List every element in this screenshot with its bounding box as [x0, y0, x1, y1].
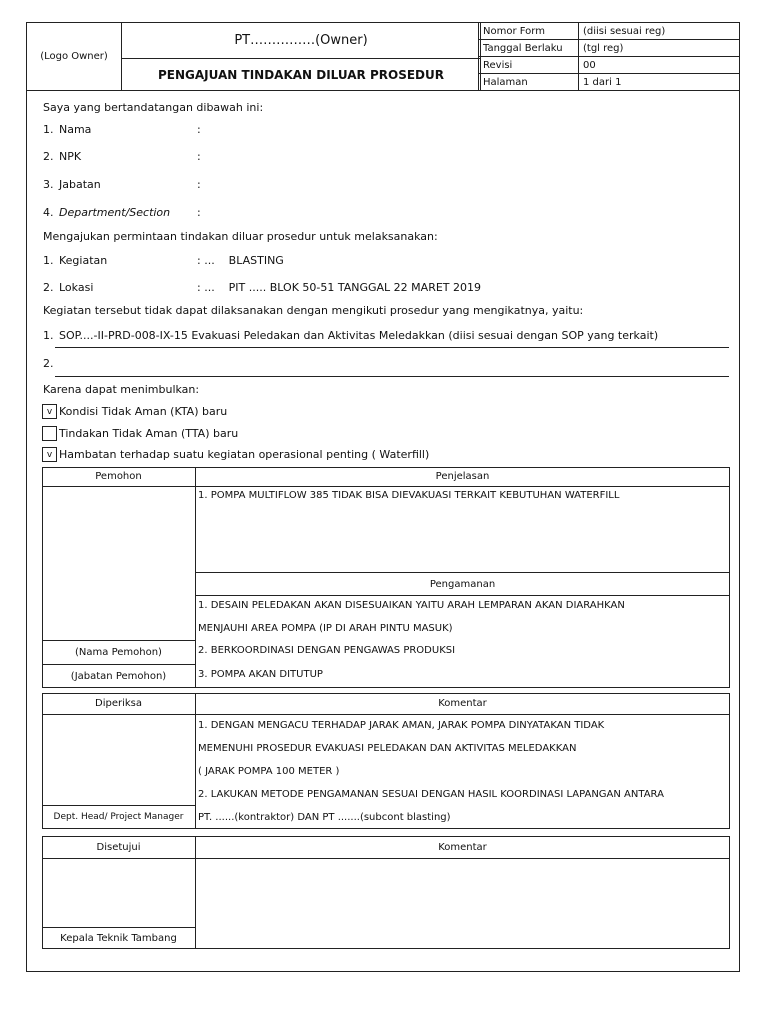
pengamanan-line: 3. POMPA AKAN DITUTUP	[198, 669, 323, 680]
komentar-head: Komentar	[438, 841, 487, 853]
komentar-line: 2. LAKUKAN METODE PENGAMANAN SESUAI DENGAN HASIL KOORDINASI LAPANGAN ANTARA	[198, 789, 664, 800]
procedure-num: 1.	[43, 329, 54, 342]
field-colon: :	[197, 150, 201, 163]
meta-value: (diisi sesuai reg)	[578, 22, 740, 40]
pemohon-head: Pemohon	[95, 471, 142, 482]
field-num: 3.	[43, 178, 54, 191]
meta-label: Tanggal Berlaku	[478, 39, 579, 57]
request-value-lokasi: : ... PIT ..... BLOK 50-51 TANGGAL 22 MARET 2019	[197, 281, 481, 294]
form-title: PENGAJUAN TINDAKAN DILUAR PROSEDUR	[121, 58, 481, 91]
request-label-lokasi: Lokasi	[59, 281, 94, 294]
pengamanan-line: 1. DESAIN PELEDAKAN AKAN DISESUAIKAN YAITU ARAH LEMPARAN AKAN DIARAHKAN	[198, 600, 625, 611]
cause-label: Kondisi Tidak Aman (KTA) baru	[59, 405, 228, 418]
disetujui-signer: Kepala Teknik Tambang	[60, 932, 177, 944]
cause-intro: Karena dapat menimbulkan:	[43, 383, 200, 396]
meta-value: 00	[578, 56, 740, 74]
divider	[55, 347, 729, 348]
request-value-kegiatan: : ... BLASTING	[197, 254, 284, 267]
procedure-num: 2.	[43, 357, 54, 370]
field-num: 2.	[43, 150, 54, 163]
field-label-npk: NPK	[59, 150, 82, 163]
cause-label: Tindakan Tidak Aman (TTA) baru	[59, 427, 239, 440]
diperiksa-signer: Dept. Head/ Project Manager	[53, 812, 184, 822]
cause-checkbox-hambatan[interactable]: v	[42, 447, 57, 462]
komentar-line: MEMENUHI PROSEDUR EVAKUASI PELEDAKAN DAN AKTIVITAS MELEDAKKAN	[198, 743, 577, 754]
nama-pemohon: (Nama Pemohon)	[75, 647, 162, 658]
logo-owner: (Logo Owner)	[26, 22, 122, 91]
procedure-text: SOP....-II-PRD-008-IX-15 Evakuasi Peledakan dan Aktivitas Meledakkan (diisi sesuai dengan SOP yang terkait)	[59, 329, 659, 342]
cause-label: Hambatan terhadap suatu kegiatan operasional penting ( Waterfill)	[59, 448, 430, 461]
field-colon: :	[197, 206, 201, 219]
company-name: PT……………(Owner)	[121, 22, 481, 59]
jabatan-pemohon: (Jabatan Pemohon)	[70, 670, 167, 682]
form-header	[26, 22, 740, 91]
request-intro: Mengajukan permintaan tindakan diluar prosedur untuk melaksanakan:	[43, 230, 438, 243]
meta-label: Revisi	[478, 56, 579, 74]
meta-value: (tgl reg)	[578, 39, 740, 57]
meta-label: Halaman	[478, 73, 579, 91]
field-num: 1.	[43, 123, 54, 136]
field-label-department: Department/Section	[59, 206, 171, 219]
row-divider	[195, 595, 730, 596]
komentar-head: Komentar	[438, 698, 487, 709]
intro-text: Saya yang bertandatangan dibawah ini:	[43, 101, 264, 114]
disetujui-head: Disetujui	[96, 841, 141, 853]
penjelasan-text: 1. POMPA MULTIFLOW 385 TIDAK BISA DIEVAKUASI TERKAIT KEBUTUHAN WATERFILL	[198, 490, 620, 501]
pengamanan-head: Pengamanan	[429, 578, 496, 590]
diperiksa-head: Diperiksa	[95, 698, 142, 709]
cause-checkbox-kta[interactable]: v	[42, 404, 57, 419]
row-divider	[42, 858, 730, 859]
field-label-nama: Nama	[59, 123, 92, 136]
request-num: 2.	[43, 281, 54, 294]
komentar-line: PT. ......(kontraktor) DAN PT .......(subcont blasting)	[198, 812, 451, 823]
request-label-kegiatan: Kegiatan	[59, 254, 108, 267]
request-num: 1.	[43, 254, 54, 267]
field-label-jabatan: Jabatan	[59, 178, 101, 191]
field-colon: :	[197, 178, 201, 191]
penjelasan-head: Penjelasan	[435, 471, 490, 482]
field-num: 4.	[43, 206, 54, 219]
komentar-line: ( JARAK POMPA 100 METER )	[198, 766, 340, 777]
procedure-intro: Kegiatan tersebut tidak dapat dilaksanakan dengan mengikuti prosedur yang mengikatnya, yaitu:	[43, 304, 584, 317]
meta-label: Nomor Form	[478, 22, 579, 40]
divider	[55, 376, 729, 377]
cause-checkbox-tta[interactable]	[42, 426, 57, 441]
row-divider	[42, 486, 730, 487]
pengamanan-line: 2. BERKOORDINASI DENGAN PENGAWAS PRODUKSI	[198, 645, 456, 656]
field-colon: :	[197, 123, 201, 136]
meta-value: 1 dari 1	[578, 73, 740, 91]
row-divider	[42, 714, 730, 715]
komentar-line: 1. DENGAN MENGACU TERHADAP JARAK AMAN, JARAK POMPA DINYATAKAN TIDAK	[198, 720, 605, 731]
pengamanan-line: MENJAUHI AREA POMPA (IP DI ARAH PINTU MASUK)	[198, 623, 453, 634]
